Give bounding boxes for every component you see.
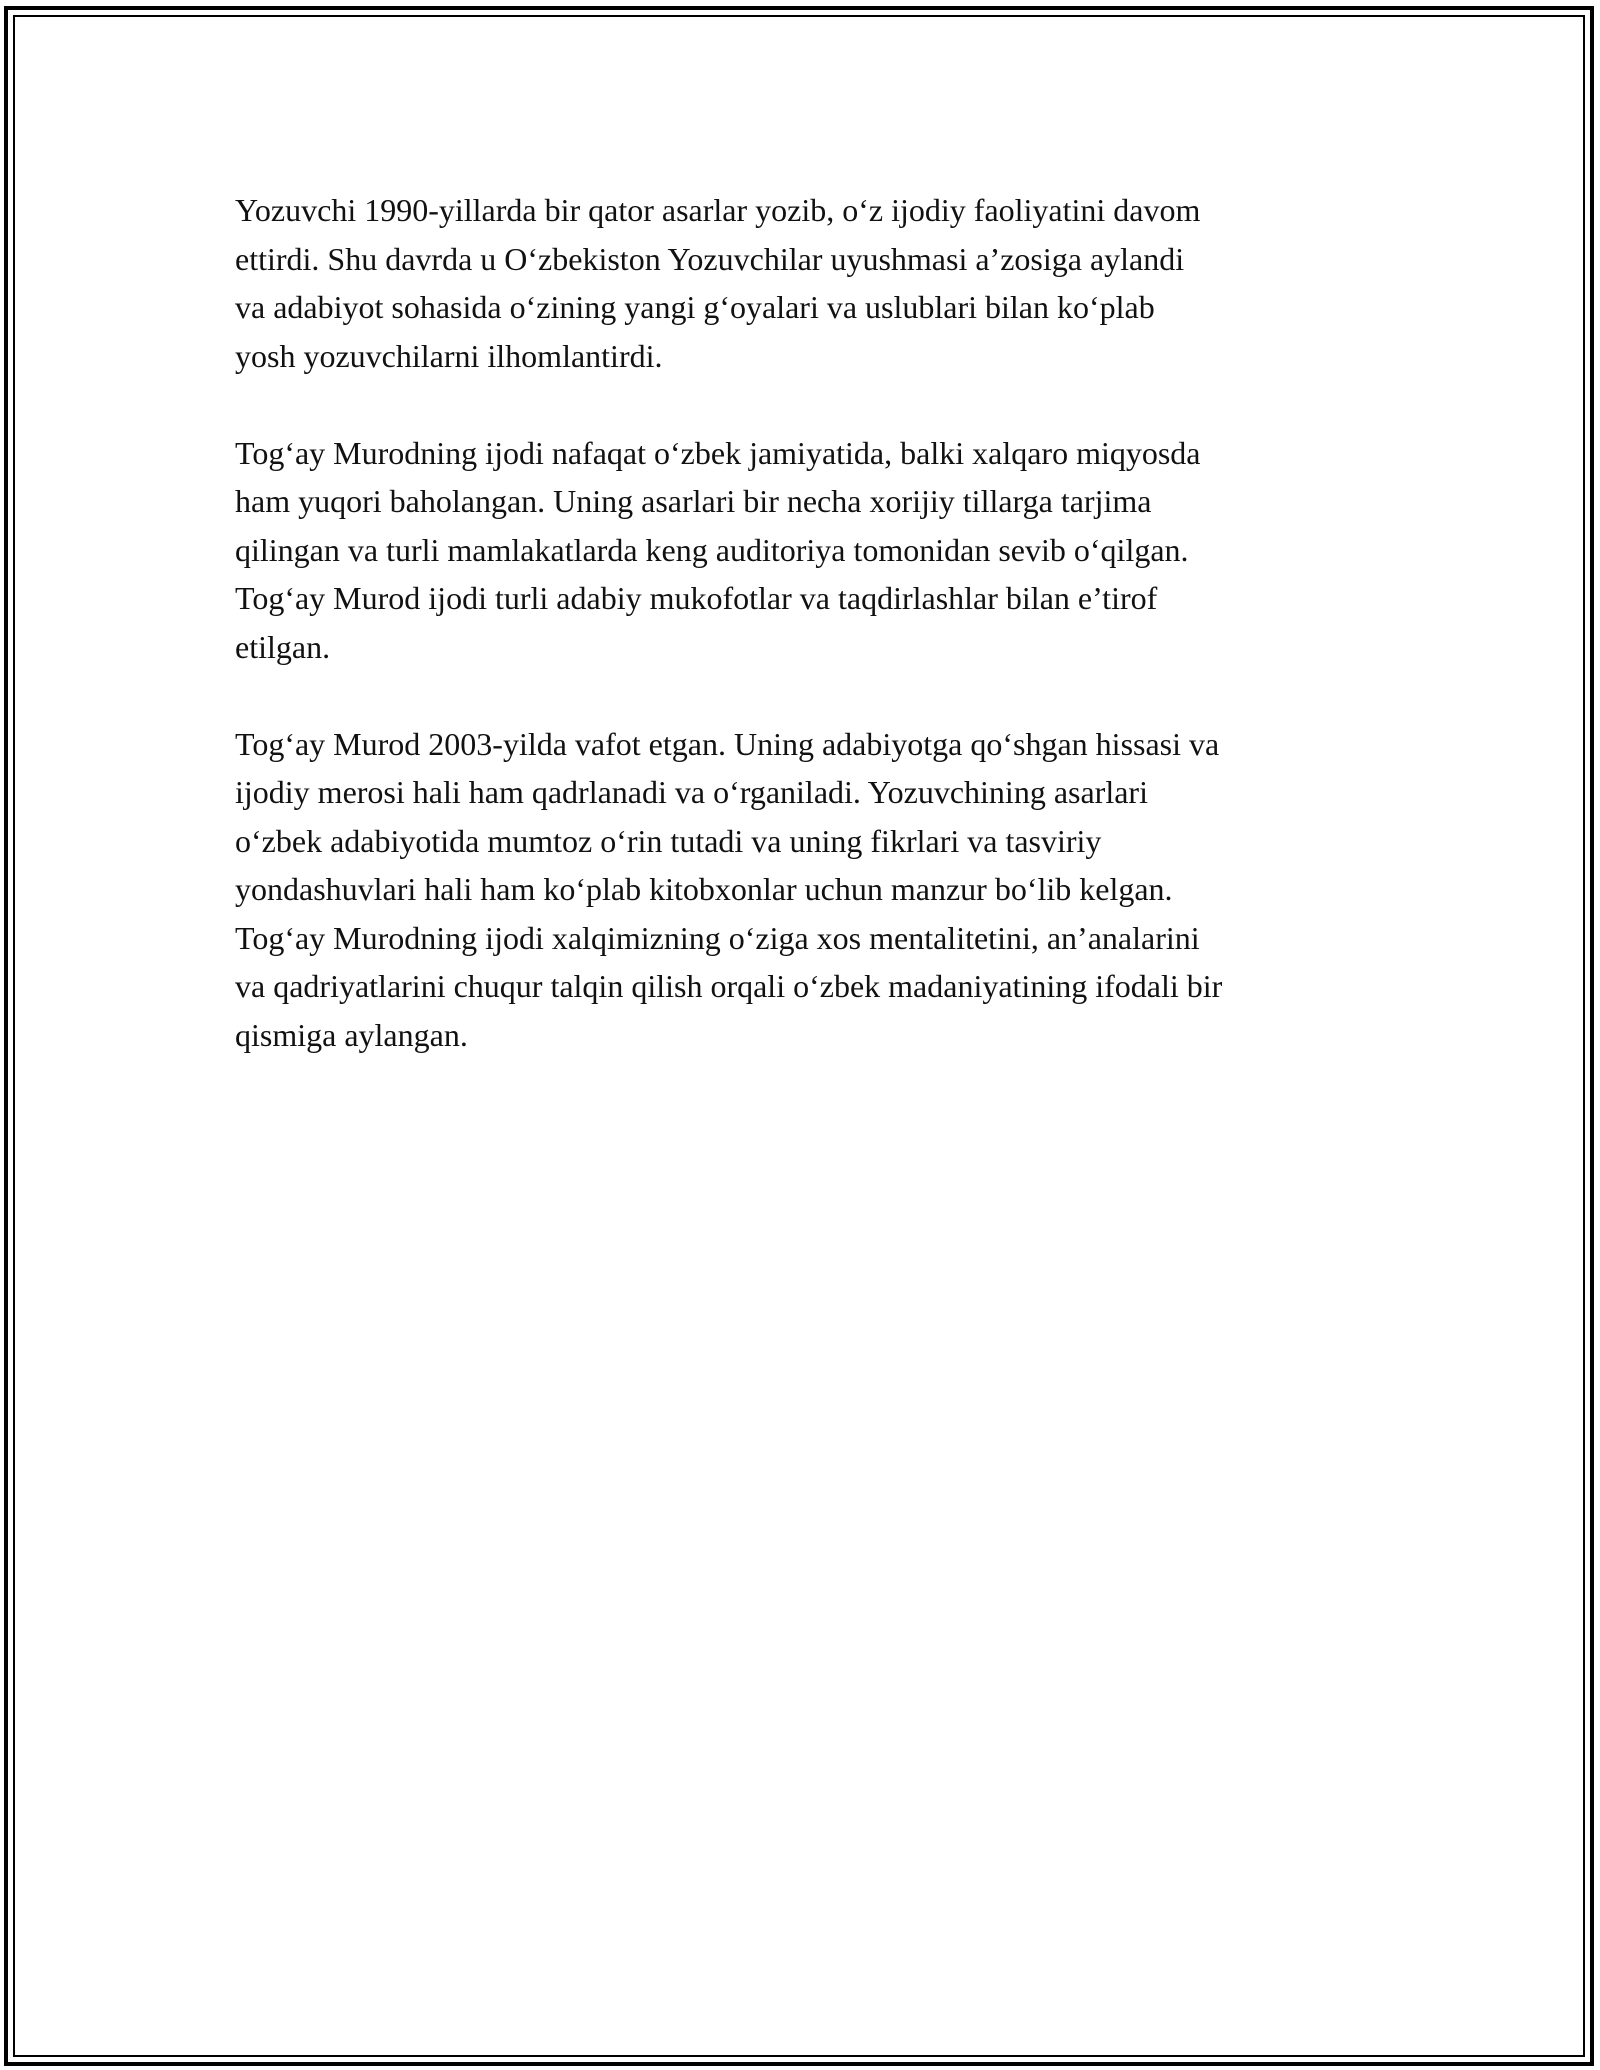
paragraph-line: Tog‘ay Murod 2003-yilda vafot etgan. Uning adabiyotga qo‘shgan hissasi va [235, 725, 1220, 762]
paragraph-1 [235, 186, 1375, 380]
paragraph-line: Tog‘ay Murodning ijodi nafaqat o‘zbek jamiyatida, balki xalqaro miqyosda [235, 434, 1201, 471]
paragraph-line: etilgan. [235, 628, 331, 665]
paragraph-line: va qadriyatlarini chuqur talqin qilish orqali o‘zbek madaniyatining ifodali bir [235, 968, 1223, 1004]
paragraph-line: va adabiyot sohasida o‘zining yangi g‘oyalari va uslublari bilan ko‘plab [235, 289, 1155, 325]
paragraph-line: yondashuvlari hali ham ko‘plab kitobxonlar uchun manzur bo‘lib kelgan. [235, 871, 1173, 907]
paragraph-line: o‘zbek adabiyotida mumtoz o‘rin tutadi va uning fikrlari va tasviriy [235, 822, 1102, 859]
paragraph-line: Yozuvchi 1990-yillarda bir qator asarlar yozib, o‘z ijodiy faoliyatini davom [235, 192, 1201, 228]
paragraph-line: Tog‘ay Murodning ijodi xalqimizning o‘ziga xos mentalitetini, an’analarini [235, 919, 1200, 956]
paragraph-line: yosh yozuvchilarni ilhomlantirdi. [235, 337, 663, 374]
paragraph-line: ham yuqori baholangan. Uning asarlari bir necha xorijiy tillarga tarjima [235, 483, 1152, 519]
paragraph-line: qismiga aylangan. [235, 1016, 468, 1053]
paragraph-3 [235, 720, 1375, 1060]
paragraph-line: qilingan va turli mamlakatlarda keng auditoriya tomonidan sevib o‘qilgan. [235, 531, 1189, 568]
paragraph-line: ijodiy merosi hali ham qadrlanadi va o‘rganiladi. Yozuvchining asarlari [235, 774, 1148, 810]
paragraph-line: ettirdi. Shu davrda u O‘zbekiston Yozuvchilar uyushmasi a’zosiga aylandi [235, 240, 1185, 277]
document-body [235, 186, 1375, 1108]
paragraph-line: Tog‘ay Murod ijodi turli adabiy mukofotlar va taqdirlashlar bilan e’tirof [235, 580, 1158, 616]
paragraph-2 [235, 429, 1375, 672]
